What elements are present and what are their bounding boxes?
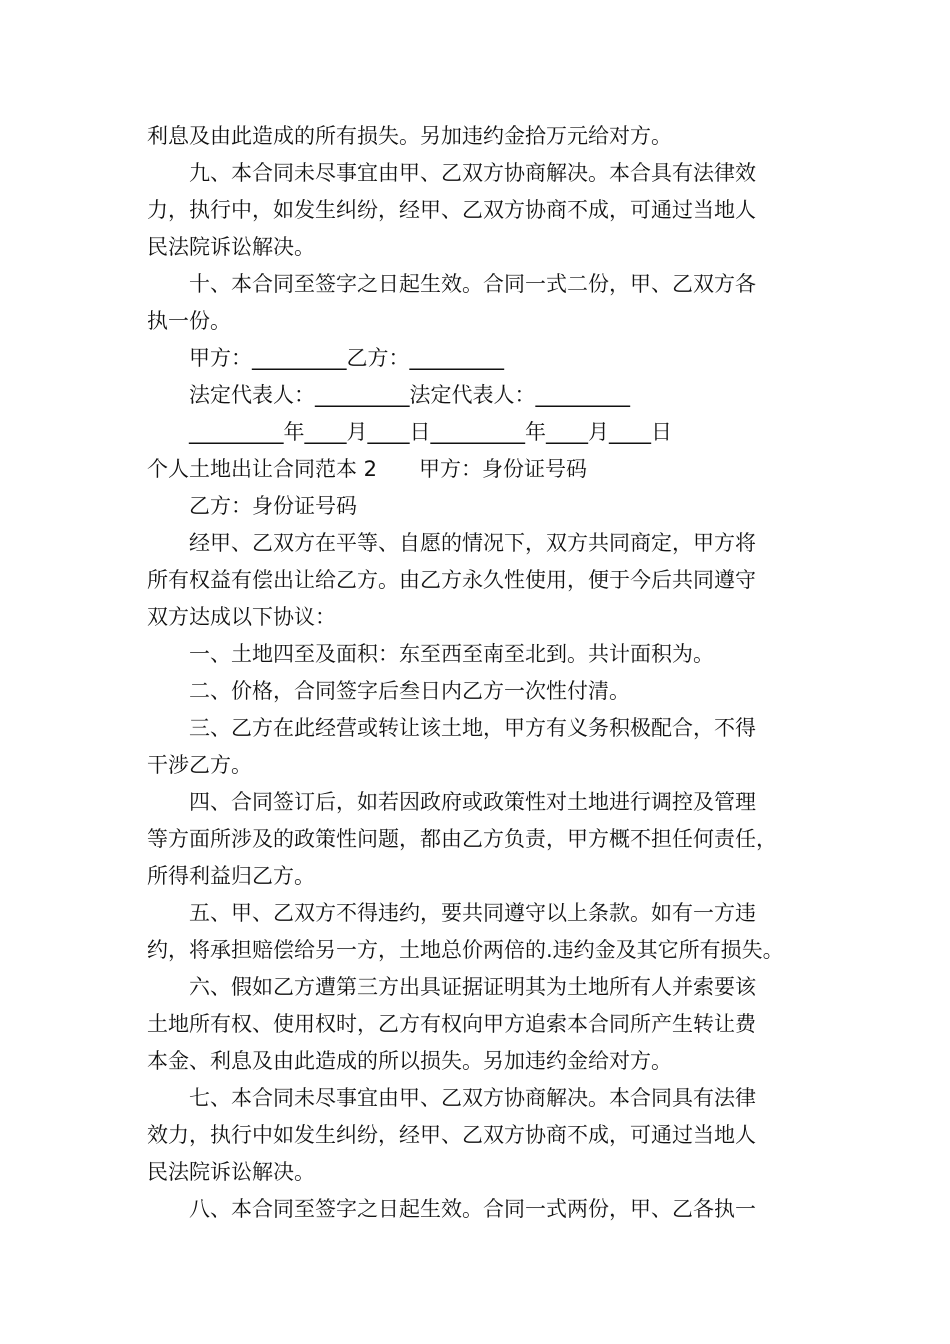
section-title: 个人土地出让合同范本 2 (147, 457, 378, 481)
paragraph-line: 土地所有权、使用权时，乙方有权向甲方追索本合同所产生转让费 (147, 1012, 756, 1036)
paragraph-line: 民法院诉讼解决。 (147, 1160, 315, 1184)
clause-1-line: 一、土地四至及面积：东至西至南至北到。共计面积为。 (189, 642, 714, 666)
paragraph-line: 执一份。 (147, 309, 231, 333)
paragraph-line: 所有权益有偿出让给乙方。由乙方永久性使用，便于今后共同遵守 (147, 568, 756, 592)
clause-5-line: 五、甲、乙双方不得违约，要共同遵守以上条款。如有一方违 (189, 901, 756, 925)
party-signature-line: 甲方：_________乙方：_________ (189, 346, 504, 370)
clause-8-line: 八、本合同至签字之日起生效。合同一式两份，甲、乙各执一 (189, 1197, 756, 1221)
paragraph-line: 干涉乙方。 (147, 753, 252, 777)
paragraph-line: 力，执行中，如发生纠纷，经甲、乙双方协商不成，可通过当地人 (147, 198, 756, 222)
section-title-line (147, 451, 827, 488)
paragraph-line: 约，将承担赔偿给另一方，土地总价两倍的.违约金及其它所有损失。 (147, 938, 784, 962)
paragraph-line: 本金、利息及由此造成的所以损失。另加违约金给对方。 (147, 1049, 672, 1073)
preamble-line: 经甲、乙双方在平等、自愿的情况下，双方共同商定，甲方将 (189, 531, 756, 555)
paragraph-line: 利息及由此造成的所有损失。另加违约金拾万元给对方。 (147, 124, 672, 148)
clause-9-line: 九、本合同未尽事宜由甲、乙双方协商解决。本合具有法律效 (189, 161, 756, 185)
clause-3-line: 三、乙方在此经营或转让该土地，甲方有义务积极配合，不得 (189, 716, 756, 740)
clause-4-line: 四、合同签订后，如若因政府或政策性对土地进行调控及管理 (189, 790, 756, 814)
date-signature-line: _________年____月____日_________年____月____日 (189, 420, 672, 444)
clause-10-line: 十、本合同至签字之日起生效。合同一式二份，甲、乙双方各 (189, 272, 756, 296)
representative-signature-line: 法定代表人：_________法定代表人：_________ (189, 383, 630, 407)
paragraph-line: 等方面所涉及的政策性问题，都由乙方负责，甲方概不担任何责任， (147, 827, 777, 851)
paragraph-line: 效力，执行中如发生纠纷，经甲、乙双方协商不成，可通过当地人 (147, 1123, 756, 1147)
paragraph-line: 所得利益归乙方。 (147, 864, 315, 888)
paragraph-line: 民法院诉讼解决。 (147, 235, 315, 259)
party-a-id: 甲方：身份证号码 (419, 457, 588, 481)
clause-6-line: 六、假如乙方遭第三方出具证据证明其为土地所有人并索要该 (189, 975, 756, 999)
clause-2-line: 二、价格，合同签字后叁日内乙方一次性付清。 (189, 679, 630, 703)
clause-7-line: 七、本合同未尽事宜由甲、乙双方协商解决。本合同具有法律 (189, 1086, 756, 1110)
party-b-id: 乙方：身份证号码 (189, 494, 357, 518)
paragraph-line: 双方达成以下协议： (147, 605, 336, 629)
